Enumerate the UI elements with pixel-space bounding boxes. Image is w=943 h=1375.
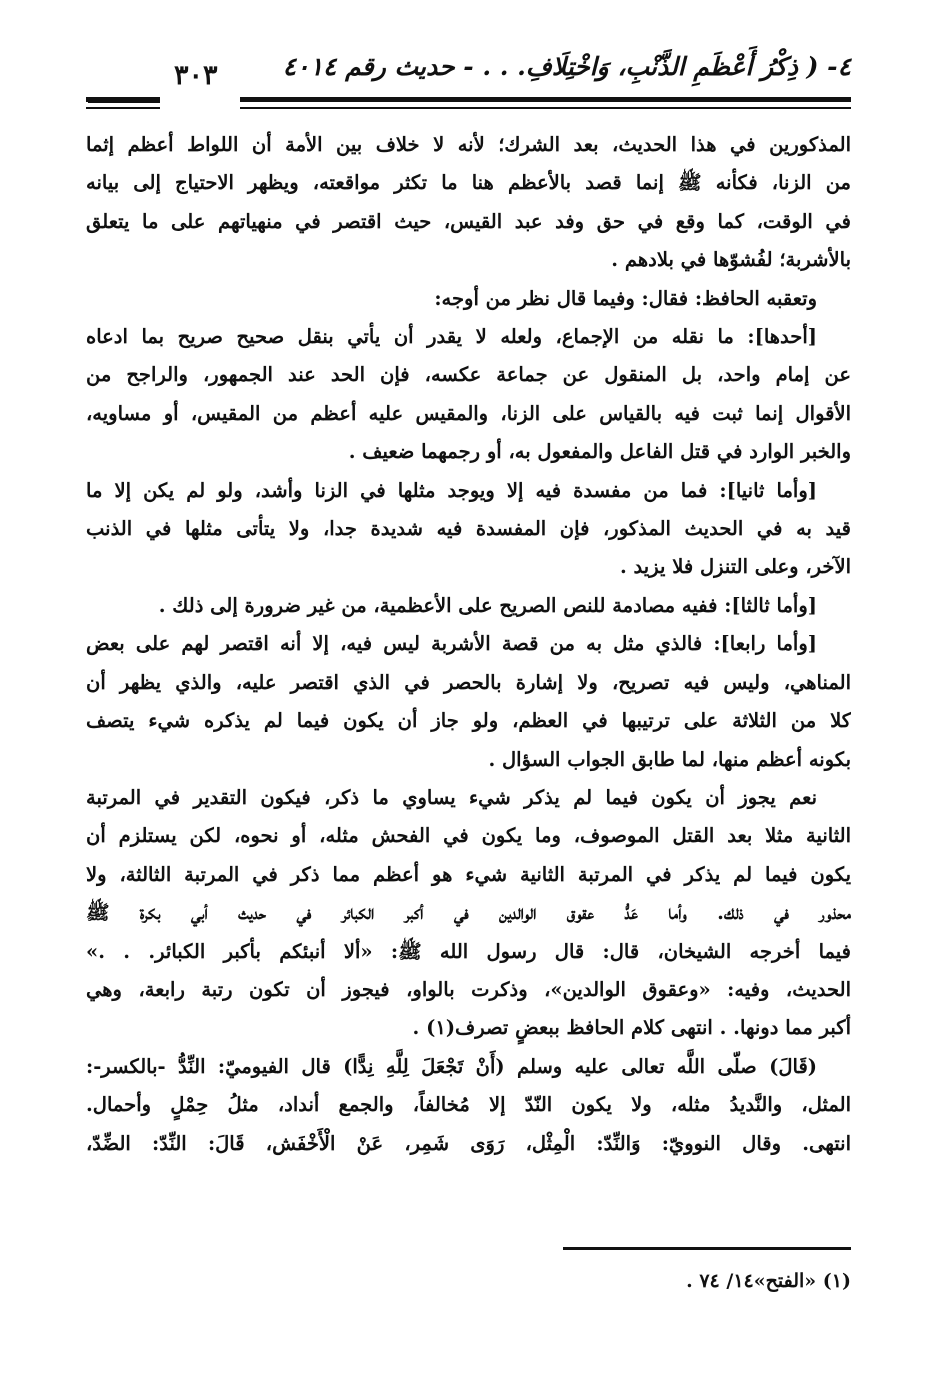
text-line: عن إمام واحد، بل المنقول عن جماعة عكسه، فإن الحد عند الجمهور، والراجح من	[86, 363, 851, 387]
text-line: وتعقبه الحافظ: فقال: وفيما قال نظر من أوجه:	[434, 286, 817, 310]
text-line: [وأما ثالثا]: ففيه مصادمة للنص الصريح على الأعظمية، من غير ضرورة إلى ذلك .	[158, 593, 817, 617]
text-line: محذور في ذلك. وأما عَدُّ عقوق الوالدين في أكبر الكبائر في حديث أبي بكرة ﷺ	[86, 901, 851, 925]
text-line: كلا من الثلاثة على ترتيبها في العظم، ولو جاز أن يكون فيما لم يذكره شيء يتصف	[86, 709, 851, 733]
footnote: (١) «الفتح»١٤/ ٧٤ .	[686, 1270, 851, 1292]
text-line: الآخر، وعلى التنزل فلا يزيد .	[619, 555, 851, 579]
text-line: المناهي، وليس فيه تصريح، ولا إشارة بالحصر في الذي اقتصر عليه، والذي يظهر أن	[86, 670, 851, 694]
text-line: والخبر الوارد في قتل الفاعل والمفعول به، أو رجمهما ضعيف .	[348, 440, 851, 464]
footnote-separator	[563, 1247, 851, 1250]
text-line: بالأشربة؛ لفُشوّها في بلادهم .	[611, 248, 851, 272]
header-rule-gap	[160, 92, 240, 114]
text-line: يكون فيما لم يذكر في المرتبة الثانية شيء هو أعظم مما ذكر في المرتبة الثالثة، ولا	[86, 862, 851, 886]
text-line: في الوقت، كما وقع في حق وفد عبد القيس، حيث اقتصر في منهياتهم على ما يتعلق	[86, 209, 851, 233]
text-line: [وأما ثانيا]: فما من مفسدة فيه إلا ويوجد مثلها في الزنا وأشد، ولو لم يكن إلا ما	[86, 478, 817, 502]
text-line: الأقوال إنما ثبت فيه بالقياس على الزنا، والمقيس عليه أعظم من المقيس، أو مساويه،	[86, 401, 851, 425]
chapter-title: ٤- ( ذِكْرُ أَعْظَمِ الذَّنْبِ، وَاخْتِلَافِ. . . - حديث رقم ٤٠١٤	[282, 52, 851, 81]
text-line: المثل، والنَّديدُ مثله، ولا يكون النّدّ إلا مُخالفاً، والجمع أنداد، مثلُ حِمْلٍ وأحمال.	[86, 1093, 851, 1117]
text-line: انتهى. وقال النوويّ: وَالنِّدّ: الْمِثْل، رَوَى شَمِر، عَنْ الْأَخْفَش، قَالَ: النِّدّ: الضِّدّ،	[86, 1131, 851, 1155]
main-text	[86, 126, 851, 1163]
text-line: من الزنا، فكأنه ﷺ إنما قصد بالأعظم هنا ما تكثر مواقعته، ويظهر الاحتياج إلى بيانه	[86, 171, 851, 195]
text-line: المذكورين في هذا الحديث، بعد الشرك؛ لأنه لا خلاف بين الأمة أن اللواط أعظم إثما	[86, 133, 851, 156]
running-header	[88, 52, 851, 90]
text-line: قيد به في الحديث المذكور، فإن المفسدة فيه شديدة جدا، ولا يتأتى مثلها في الذنب	[86, 517, 851, 541]
header-rule-left-thin	[88, 107, 160, 109]
text-line: فيما أخرجه الشيخان، قال: قال رسول الله ﷺ: «ألا أنبئكم بأكبر الكبائر. . .»	[86, 939, 851, 963]
text-line: [وأما رابعا]: فالذي مثل به من قصة الأشربة ليس فيه، إلا أنه اقتصر لهم على بعض	[86, 632, 817, 656]
text-line: الحديث، وفيه: «وعقوق الوالدين»، وذكرت بالواو، فيجوز أن تكون رتبة رابعة، وهي	[86, 977, 851, 1001]
text-line: بكونه أعظم منها، لما طابق الجواب السؤال .	[488, 747, 851, 771]
text-line: أكبر مما دونها. . انتهى كلام الحافظ ببعضٍ تصرف(١) .	[412, 1016, 851, 1040]
text-line: نعم يجوز أن يكون فيما لم يذكر شيء يساوي ما ذكر، فيكون التقدير في المرتبة	[86, 785, 817, 809]
text-line: الثانية مثلا بعد القتل الموصوف، وما يكون في الفحش مثله، أو نحوه، لكن يستلزم أن	[86, 824, 851, 848]
page-number: ٣٠٣	[174, 60, 218, 91]
header-rule-left-thick	[88, 99, 160, 103]
text-line: (قَالَ) صلّى اللَّه تعالى عليه وسلم (أَنْ تَجْعَلَ لِلَّهِ نِدًّا) قال الفيوميّ: النِّدُّ -بالكسر-:	[86, 1054, 817, 1078]
text-line: [أحدها]: ما نقله من الإجماع، ولعله لا يقدر أن يأتي بنقل صحيح صريح بما ادعاه	[86, 325, 817, 349]
